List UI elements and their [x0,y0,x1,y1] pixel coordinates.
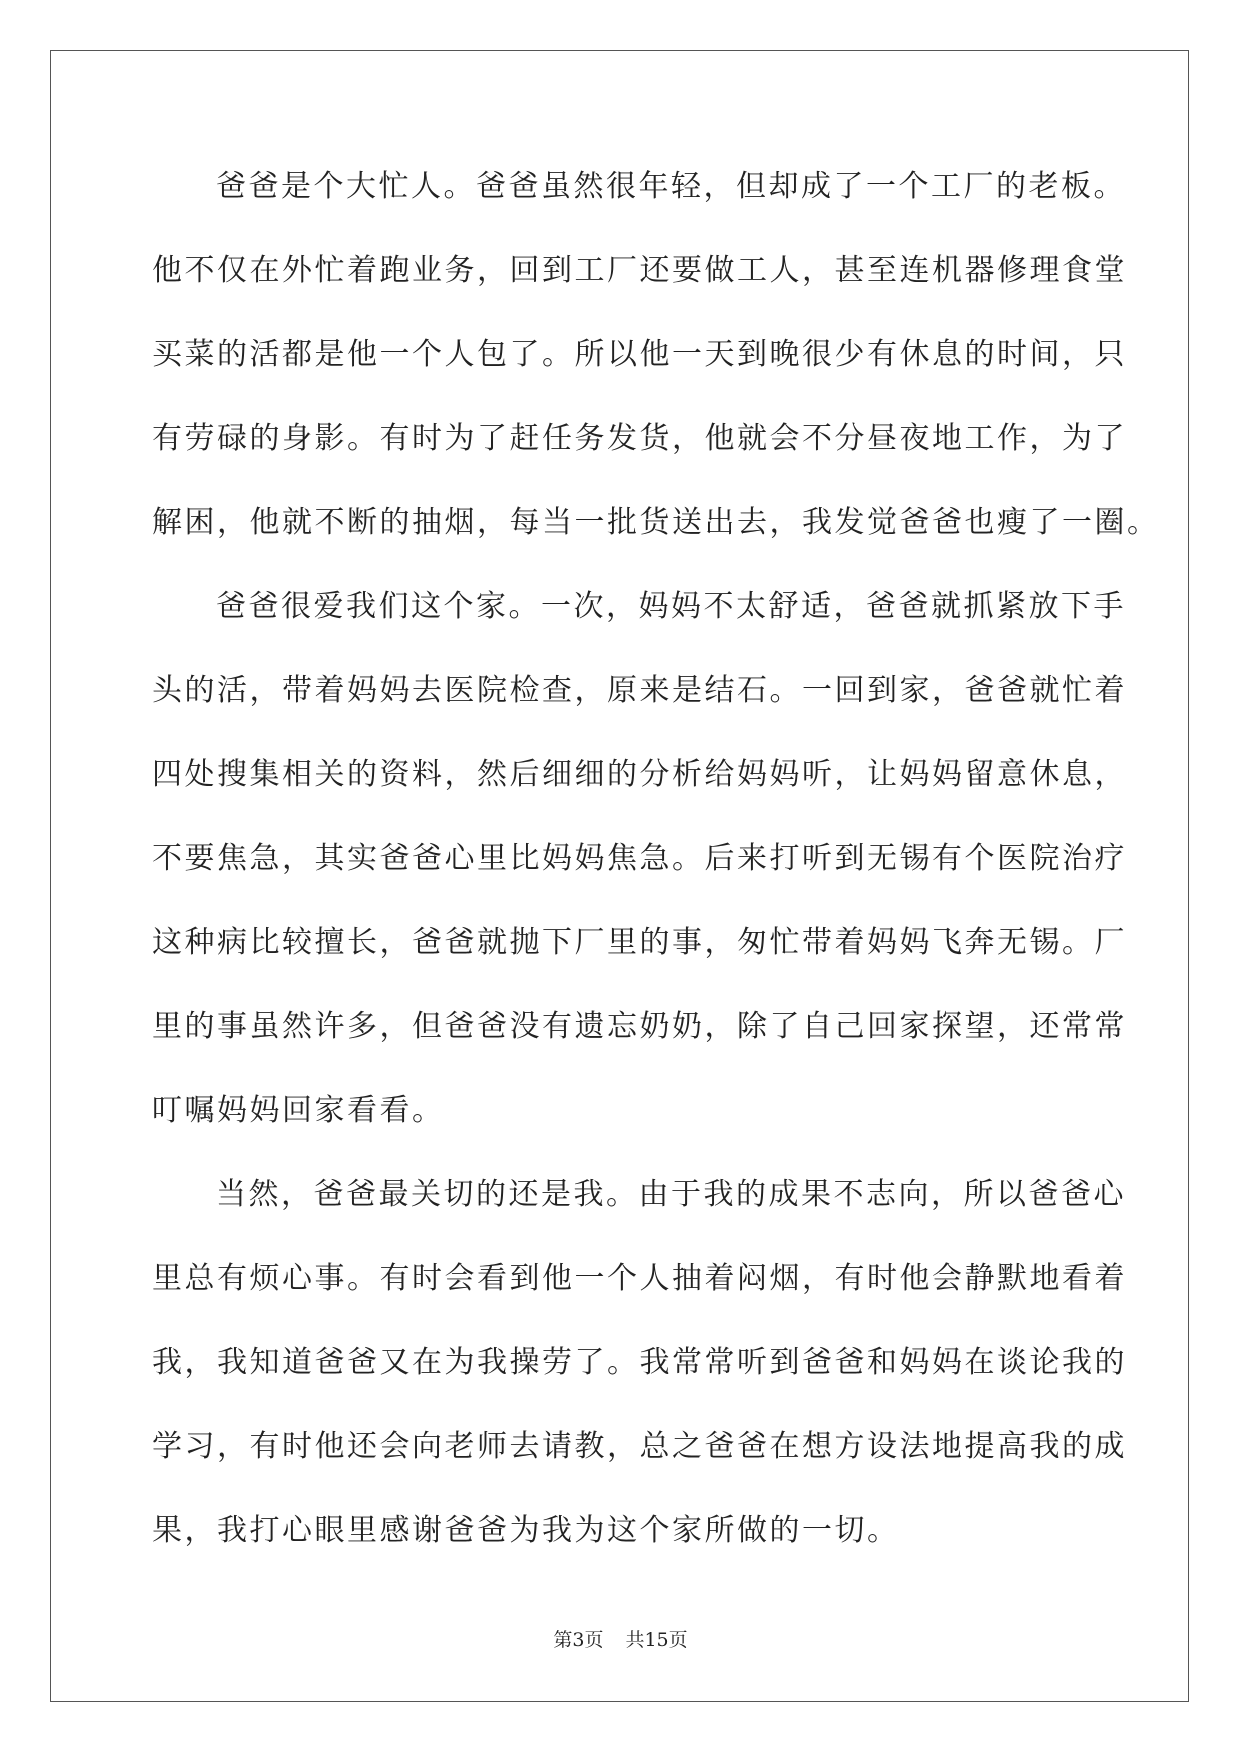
text-line: 这种病比较擅长，爸爸就抛下厂里的事，匆忙带着妈妈飞奔无锡。厂 [152,925,1127,960]
text-line: 买菜的活都是他一个人包了。所以他一天到晚很少有休息的时间，只 [152,337,1127,372]
document-body [152,162,1160,1590]
text-line: 里的事虽然许多，但爸爸没有遗忘奶奶，除了自己回家探望，还常常 [152,1009,1127,1044]
paragraph [152,582,1127,1170]
text-line: 我，我知道爸爸又在为我操劳了。我常常听到爸爸和妈妈在谈论我的 [152,1345,1127,1380]
page-total: 共15页 [625,1629,688,1651]
text-line: 里总有烦心事。有时会看到他一个人抽着闷烟，有时他会静默地看着 [152,1261,1127,1296]
paragraph [152,162,1160,582]
text-line: 解困，他就不断的抽烟，每当一批货送出去，我发觉爸爸也瘦了一圈。 [152,505,1160,540]
text-line: 爸爸是个大忙人。爸爸虽然很年轻，但却成了一个工厂的老板。 [216,169,1126,204]
text-line: 学习，有时他还会向老师去请教，总之爸爸在想方设法地提高我的成 [152,1429,1127,1464]
text-line: 四处搜集相关的资料，然后细细的分析给妈妈听，让妈妈留意休息， [152,757,1127,792]
text-line: 有劳碌的身影。有时为了赶任务发货，他就会不分昼夜地工作，为了 [152,421,1127,456]
text-line: 不要焦急，其实爸爸心里比妈妈焦急。后来打听到无锡有个医院治疗 [152,841,1127,876]
page-number: 第3页 [553,1629,604,1651]
text-line: 当然，爸爸最关切的还是我。由于我的成果不志向，所以爸爸心 [216,1177,1126,1212]
text-line: 果，我打心眼里感谢爸爸为我为这个家所做的一切。 [152,1513,900,1548]
text-line: 叮嘱妈妈回家看看。 [152,1093,445,1128]
page-footer [0,1625,1241,1652]
paragraph [152,1170,1127,1590]
text-line: 他不仅在外忙着跑业务，回到工厂还要做工人，甚至连机器修理食堂 [152,253,1127,288]
text-line: 爸爸很爱我们这个家。一次，妈妈不太舒适，爸爸就抓紧放下手 [216,589,1126,624]
text-line: 头的活，带着妈妈去医院检查，原来是结石。一回到家，爸爸就忙着 [152,673,1127,708]
